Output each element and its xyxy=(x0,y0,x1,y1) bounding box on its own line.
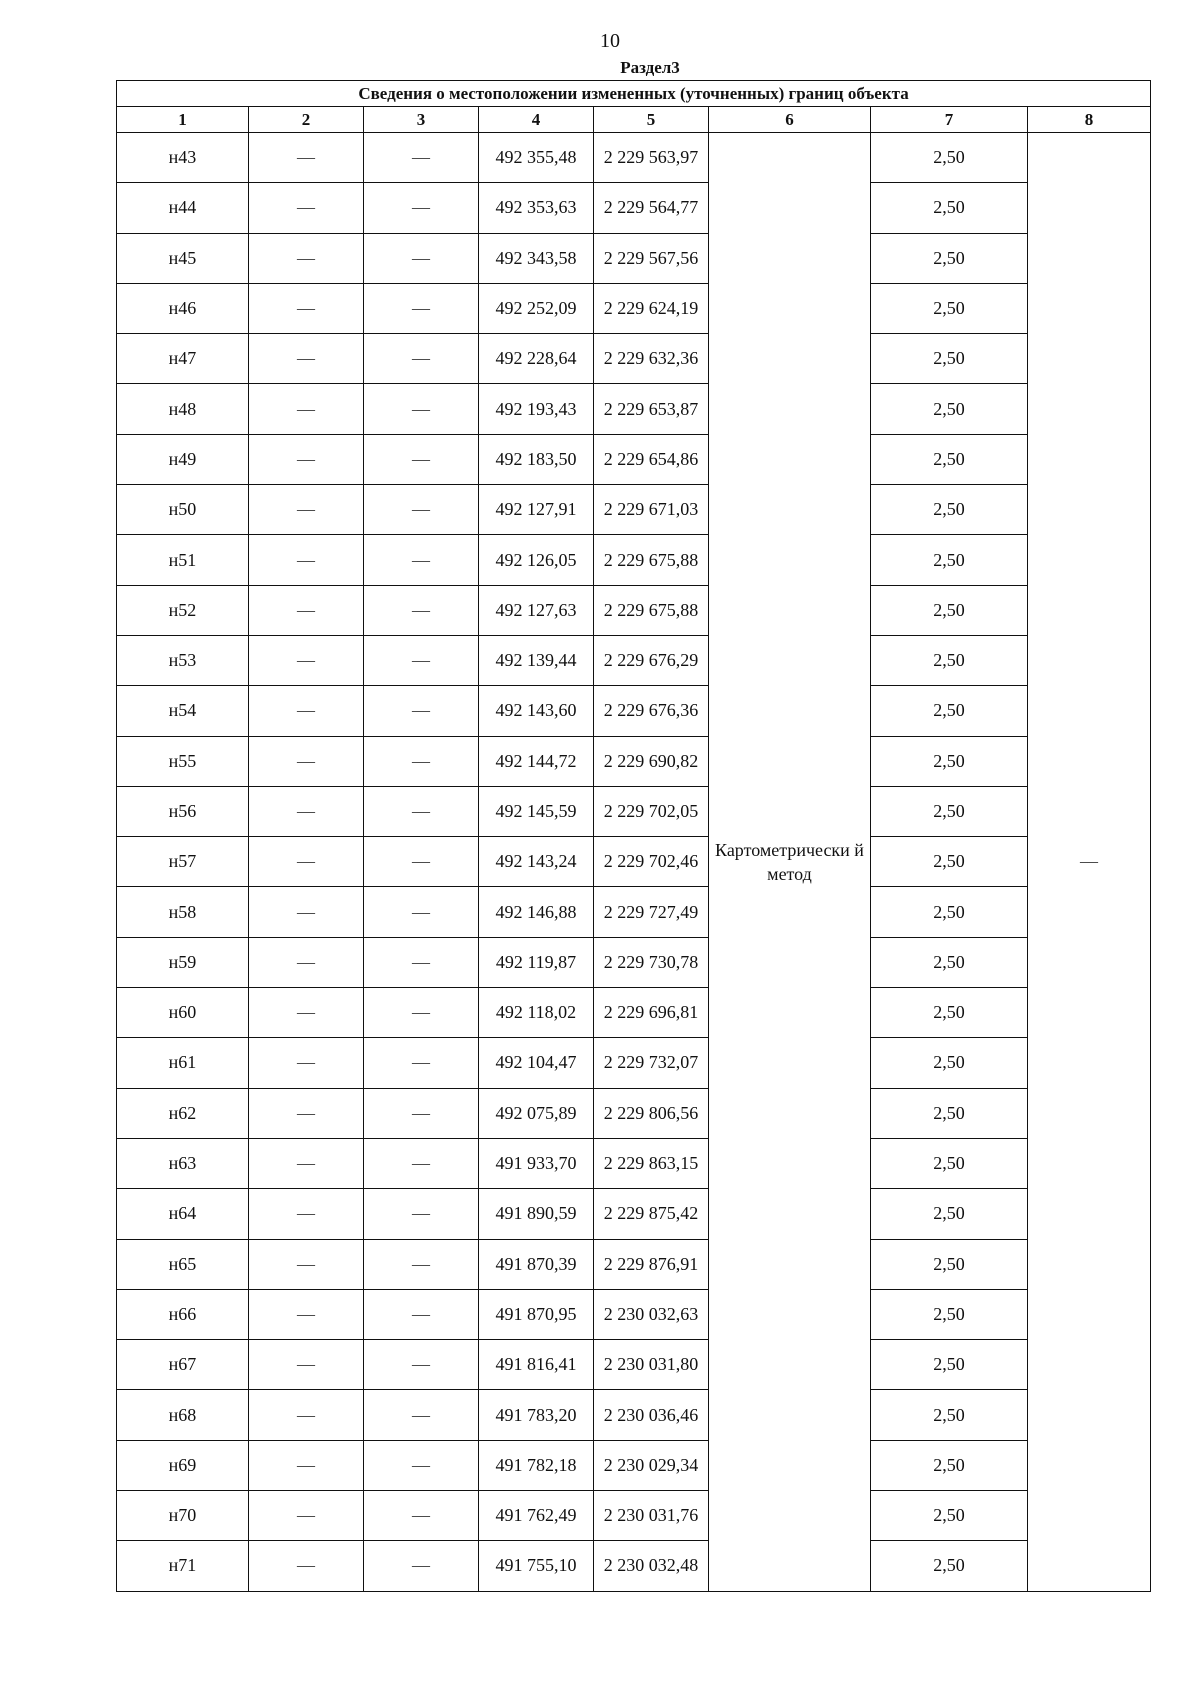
col3-cell: — xyxy=(364,133,479,183)
y-coordinate-cell: 2 229 696,81 xyxy=(594,988,709,1038)
x-coordinate-cell: 491 870,95 xyxy=(479,1289,594,1339)
y-coordinate-cell: 2 230 036,46 xyxy=(594,1390,709,1440)
x-coordinate-cell: 491 783,20 xyxy=(479,1390,594,1440)
y-coordinate-cell: 2 229 671,03 xyxy=(594,485,709,535)
col2-cell: — xyxy=(249,988,364,1038)
y-coordinate-cell: 2 230 031,76 xyxy=(594,1491,709,1541)
accuracy-cell: 2,50 xyxy=(871,1340,1028,1390)
point-cell: н48 xyxy=(117,384,249,434)
column-number-8: 8 xyxy=(1028,107,1151,133)
col2-cell: — xyxy=(249,1239,364,1289)
col3-cell: — xyxy=(364,283,479,333)
col3-cell: — xyxy=(364,988,479,1038)
x-coordinate-cell: 492 104,47 xyxy=(479,1038,594,1088)
x-coordinate-cell: 492 127,63 xyxy=(479,585,594,635)
accuracy-cell: 2,50 xyxy=(871,1541,1028,1591)
x-coordinate-cell: 492 146,88 xyxy=(479,887,594,937)
col3-cell: — xyxy=(364,485,479,535)
y-coordinate-cell: 2 230 032,48 xyxy=(594,1541,709,1591)
x-coordinate-cell: 492 252,09 xyxy=(479,283,594,333)
accuracy-cell: 2,50 xyxy=(871,786,1028,836)
column-number-3: 3 xyxy=(364,107,479,133)
y-coordinate-cell: 2 229 654,86 xyxy=(594,434,709,484)
col3-cell: — xyxy=(364,1138,479,1188)
accuracy-cell: 2,50 xyxy=(871,334,1028,384)
accuracy-cell: 2,50 xyxy=(871,485,1028,535)
accuracy-cell: 2,50 xyxy=(871,384,1028,434)
col3-cell: — xyxy=(364,686,479,736)
table-row xyxy=(117,736,1151,786)
table-row xyxy=(117,535,1151,585)
x-coordinate-cell: 492 118,02 xyxy=(479,988,594,1038)
x-coordinate-cell: 492 127,91 xyxy=(479,485,594,535)
col2-cell: — xyxy=(249,133,364,183)
page-number: 10 xyxy=(600,30,620,52)
table-row xyxy=(117,1440,1151,1490)
point-cell: н57 xyxy=(117,837,249,887)
table-row xyxy=(117,1491,1151,1541)
x-coordinate-cell: 491 782,18 xyxy=(479,1440,594,1490)
y-coordinate-cell: 2 229 653,87 xyxy=(594,384,709,434)
col2-cell: — xyxy=(249,837,364,887)
y-coordinate-cell: 2 229 727,49 xyxy=(594,887,709,937)
table-row xyxy=(117,937,1151,987)
table-row xyxy=(117,485,1151,535)
point-cell: н64 xyxy=(117,1189,249,1239)
point-cell: н55 xyxy=(117,736,249,786)
table-row xyxy=(117,686,1151,736)
table-row xyxy=(117,887,1151,937)
col2-cell: — xyxy=(249,635,364,685)
accuracy-cell: 2,50 xyxy=(871,233,1028,283)
col3-cell: — xyxy=(364,535,479,585)
col3-cell: — xyxy=(364,1239,479,1289)
col3-cell: — xyxy=(364,635,479,685)
point-cell: н65 xyxy=(117,1239,249,1289)
col2-cell: — xyxy=(249,1390,364,1440)
x-coordinate-cell: 491 933,70 xyxy=(479,1138,594,1188)
col2-cell: — xyxy=(249,233,364,283)
point-cell: н58 xyxy=(117,887,249,937)
column-number-row xyxy=(117,107,1151,133)
table-row xyxy=(117,1340,1151,1390)
col3-cell: — xyxy=(364,1189,479,1239)
table-caption: Сведения о местоположении измененных (уточненных) границ объекта xyxy=(117,81,1151,107)
col3-cell: — xyxy=(364,434,479,484)
table-row xyxy=(117,283,1151,333)
point-cell: н60 xyxy=(117,988,249,1038)
col3-cell: — xyxy=(364,334,479,384)
accuracy-cell: 2,50 xyxy=(871,686,1028,736)
accuracy-cell: 2,50 xyxy=(871,1239,1028,1289)
y-coordinate-cell: 2 229 567,56 xyxy=(594,233,709,283)
column-number-5: 5 xyxy=(594,107,709,133)
point-cell: н67 xyxy=(117,1340,249,1390)
section-title: Раздел3 xyxy=(620,58,680,77)
point-cell: н70 xyxy=(117,1491,249,1541)
col2-cell: — xyxy=(249,786,364,836)
y-coordinate-cell: 2 229 702,46 xyxy=(594,837,709,887)
point-cell: н43 xyxy=(117,133,249,183)
y-coordinate-cell: 2 229 676,36 xyxy=(594,686,709,736)
x-coordinate-cell: 492 119,87 xyxy=(479,937,594,987)
accuracy-cell: 2,50 xyxy=(871,1038,1028,1088)
x-coordinate-cell: 492 343,58 xyxy=(479,233,594,283)
y-coordinate-cell: 2 230 031,80 xyxy=(594,1340,709,1390)
table-row xyxy=(117,233,1151,283)
table-row xyxy=(117,1088,1151,1138)
table-row xyxy=(117,1390,1151,1440)
accuracy-cell: 2,50 xyxy=(871,887,1028,937)
col3-cell: — xyxy=(364,1038,479,1088)
table-row xyxy=(117,183,1151,233)
column-number-1: 1 xyxy=(117,107,249,133)
x-coordinate-cell: 492 228,64 xyxy=(479,334,594,384)
accuracy-cell: 2,50 xyxy=(871,434,1028,484)
accuracy-cell: 2,50 xyxy=(871,133,1028,183)
point-cell: н54 xyxy=(117,686,249,736)
table-row xyxy=(117,1541,1151,1591)
x-coordinate-cell: 491 755,10 xyxy=(479,1541,594,1591)
x-coordinate-cell: 492 139,44 xyxy=(479,635,594,685)
table-row xyxy=(117,635,1151,685)
y-coordinate-cell: 2 229 863,15 xyxy=(594,1138,709,1188)
col3-cell: — xyxy=(364,1390,479,1440)
col2-cell: — xyxy=(249,183,364,233)
accuracy-cell: 2,50 xyxy=(871,585,1028,635)
col2-cell: — xyxy=(249,434,364,484)
accuracy-cell: 2,50 xyxy=(871,1440,1028,1490)
table-row xyxy=(117,133,1151,183)
y-coordinate-cell: 2 230 032,63 xyxy=(594,1289,709,1339)
accuracy-cell: 2,50 xyxy=(871,988,1028,1038)
y-coordinate-cell: 2 229 564,77 xyxy=(594,183,709,233)
point-cell: н71 xyxy=(117,1541,249,1591)
col2-cell: — xyxy=(249,736,364,786)
col2-cell: — xyxy=(249,1340,364,1390)
accuracy-cell: 2,50 xyxy=(871,1491,1028,1541)
col2-cell: — xyxy=(249,887,364,937)
col3-cell: — xyxy=(364,937,479,987)
y-coordinate-cell: 2 230 029,34 xyxy=(594,1440,709,1490)
col3-cell: — xyxy=(364,736,479,786)
table-row xyxy=(117,384,1151,434)
point-cell: н59 xyxy=(117,937,249,987)
accuracy-cell: 2,50 xyxy=(871,1138,1028,1188)
col3-cell: — xyxy=(364,1491,479,1541)
x-coordinate-cell: 492 144,72 xyxy=(479,736,594,786)
y-coordinate-cell: 2 229 732,07 xyxy=(594,1038,709,1088)
col3-cell: — xyxy=(364,1541,479,1591)
col2-cell: — xyxy=(249,1440,364,1490)
point-cell: н51 xyxy=(117,535,249,585)
accuracy-cell: 2,50 xyxy=(871,736,1028,786)
y-coordinate-cell: 2 229 702,05 xyxy=(594,786,709,836)
x-coordinate-cell: 492 075,89 xyxy=(479,1088,594,1138)
table-row xyxy=(117,1289,1151,1339)
y-coordinate-cell: 2 229 675,88 xyxy=(594,535,709,585)
col2-cell: — xyxy=(249,585,364,635)
col2-cell: — xyxy=(249,535,364,585)
col3-cell: — xyxy=(364,1088,479,1138)
y-coordinate-cell: 2 229 632,36 xyxy=(594,334,709,384)
accuracy-cell: 2,50 xyxy=(871,1390,1028,1440)
col2-cell: — xyxy=(249,1088,364,1138)
table-row xyxy=(117,1239,1151,1289)
boundary-coordinates-table xyxy=(116,80,1151,1592)
x-coordinate-cell: 492 145,59 xyxy=(479,786,594,836)
col3-cell: — xyxy=(364,585,479,635)
table-row xyxy=(117,1038,1151,1088)
accuracy-cell: 2,50 xyxy=(871,535,1028,585)
column-number-2: 2 xyxy=(249,107,364,133)
col2-cell: — xyxy=(249,1038,364,1088)
point-cell: н44 xyxy=(117,183,249,233)
table-row xyxy=(117,988,1151,1038)
x-coordinate-cell: 491 762,49 xyxy=(479,1491,594,1541)
y-coordinate-cell: 2 229 876,91 xyxy=(594,1239,709,1289)
point-cell: н45 xyxy=(117,233,249,283)
point-cell: н63 xyxy=(117,1138,249,1188)
point-cell: н56 xyxy=(117,786,249,836)
accuracy-cell: 2,50 xyxy=(871,937,1028,987)
col2-cell: — xyxy=(249,1541,364,1591)
x-coordinate-cell: 491 816,41 xyxy=(479,1340,594,1390)
accuracy-cell: 2,50 xyxy=(871,1088,1028,1138)
col3-cell: — xyxy=(364,1289,479,1339)
table-row xyxy=(117,1138,1151,1188)
column-number-7: 7 xyxy=(871,107,1028,133)
x-coordinate-cell: 492 183,50 xyxy=(479,434,594,484)
y-coordinate-cell: 2 229 730,78 xyxy=(594,937,709,987)
col3-cell: — xyxy=(364,887,479,937)
table-row xyxy=(117,1189,1151,1239)
table-body xyxy=(117,133,1151,1592)
point-cell: н46 xyxy=(117,283,249,333)
y-coordinate-cell: 2 229 690,82 xyxy=(594,736,709,786)
col2-cell: — xyxy=(249,937,364,987)
point-cell: н66 xyxy=(117,1289,249,1339)
col3-cell: — xyxy=(364,1340,479,1390)
col3-cell: — xyxy=(364,233,479,283)
col2-cell: — xyxy=(249,334,364,384)
x-coordinate-cell: 492 143,60 xyxy=(479,686,594,736)
accuracy-cell: 2,50 xyxy=(871,837,1028,887)
point-cell: н68 xyxy=(117,1390,249,1440)
point-cell: н52 xyxy=(117,585,249,635)
point-cell: н61 xyxy=(117,1038,249,1088)
column-number-4: 4 xyxy=(479,107,594,133)
col2-cell: — xyxy=(249,1189,364,1239)
table-row xyxy=(117,837,1151,887)
col2-cell: — xyxy=(249,283,364,333)
y-coordinate-cell: 2 229 675,88 xyxy=(594,585,709,635)
point-cell: н50 xyxy=(117,485,249,535)
col2-cell: — xyxy=(249,686,364,736)
x-coordinate-cell: 492 193,43 xyxy=(479,384,594,434)
x-coordinate-cell: 491 870,39 xyxy=(479,1239,594,1289)
col2-cell: — xyxy=(249,1491,364,1541)
y-coordinate-cell: 2 229 563,97 xyxy=(594,133,709,183)
method-cell: Картометрически й метод xyxy=(709,133,871,1592)
x-coordinate-cell: 491 890,59 xyxy=(479,1189,594,1239)
accuracy-cell: 2,50 xyxy=(871,635,1028,685)
accuracy-cell: 2,50 xyxy=(871,283,1028,333)
y-coordinate-cell: 2 229 875,42 xyxy=(594,1189,709,1239)
column-number-6: 6 xyxy=(709,107,871,133)
col2-cell: — xyxy=(249,384,364,434)
y-coordinate-cell: 2 229 624,19 xyxy=(594,283,709,333)
col3-cell: — xyxy=(364,786,479,836)
col2-cell: — xyxy=(249,1289,364,1339)
col3-cell: — xyxy=(364,1440,479,1490)
col3-cell: — xyxy=(364,384,479,434)
col2-cell: — xyxy=(249,485,364,535)
point-cell: н49 xyxy=(117,434,249,484)
accuracy-cell: 2,50 xyxy=(871,1189,1028,1239)
accuracy-cell: 2,50 xyxy=(871,183,1028,233)
x-coordinate-cell: 492 355,48 xyxy=(479,133,594,183)
y-coordinate-cell: 2 229 806,56 xyxy=(594,1088,709,1138)
table-row xyxy=(117,434,1151,484)
accuracy-cell: 2,50 xyxy=(871,1289,1028,1339)
x-coordinate-cell: 492 126,05 xyxy=(479,535,594,585)
point-cell: н62 xyxy=(117,1088,249,1138)
column8-cell: — xyxy=(1028,133,1151,1592)
table-row xyxy=(117,585,1151,635)
point-cell: н47 xyxy=(117,334,249,384)
x-coordinate-cell: 492 353,63 xyxy=(479,183,594,233)
col2-cell: — xyxy=(249,1138,364,1188)
col3-cell: — xyxy=(364,837,479,887)
point-cell: н69 xyxy=(117,1440,249,1490)
col3-cell: — xyxy=(364,183,479,233)
y-coordinate-cell: 2 229 676,29 xyxy=(594,635,709,685)
table-row xyxy=(117,786,1151,836)
x-coordinate-cell: 492 143,24 xyxy=(479,837,594,887)
point-cell: н53 xyxy=(117,635,249,685)
table-row xyxy=(117,334,1151,384)
